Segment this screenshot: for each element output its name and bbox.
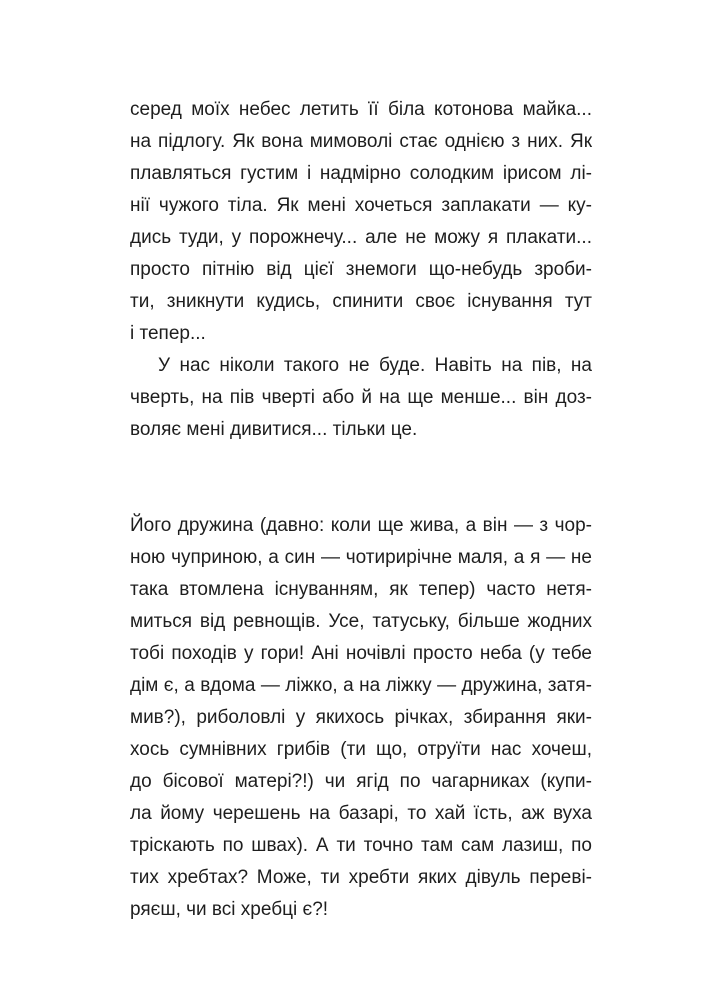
text-line: дись туди, у порожнечу... але не можу я плакати... xyxy=(130,227,592,248)
text-line: У нас ніколи такого не буде. Навіть на пів, на xyxy=(158,355,592,376)
text-line: і тепер... xyxy=(130,323,206,344)
text-line: плавляться густим і надмірно солодким ірисом лі- xyxy=(130,163,592,184)
text-line: тих хребтах? Може, ти хребти яких дівуль переві- xyxy=(130,867,592,888)
text-line: тобі походів у гори! Ані ночівлі просто неба (у тебе xyxy=(130,643,592,664)
text-line: ряєш, чи всі хребці є?! xyxy=(130,899,329,920)
text-line: мив?), риболовлі у якихось річках, збирання яки- xyxy=(130,707,592,728)
text-line: просто пітнію від цієї знемоги що-небудь зроби- xyxy=(130,259,592,280)
text-line: дім є, а вдома — ліжко, а на ліжку — дружина, затя- xyxy=(130,675,592,696)
text-line: на підлогу. Як вона мимоволі стає однією з них. Як xyxy=(130,131,592,152)
text-line: тріскають по швах). А ти точно там сам лазиш, по xyxy=(130,835,592,856)
text-line: ла йому черешень на базарі, то хай їсть, аж вуха xyxy=(130,803,592,824)
text-line: серед моїх небес летить її біла котонова майка... xyxy=(130,99,592,120)
text-line: така втомлена існуванням, як тепер) часто нетя- xyxy=(130,579,592,600)
text-line: ною чуприною, а син — чотирирічне маля, а я — не xyxy=(130,547,592,568)
text-line: чверть, на пів чверті або й на ще менше... він доз- xyxy=(130,387,592,408)
text-line: до бісової матері?!) чи ягід по чагарниках (купи- xyxy=(130,771,592,792)
text-line: хось сумнівних грибів (ти що, отруїти нас хочеш, xyxy=(130,739,592,760)
text-line: ти, зникнути кудись, спинити своє існування тут xyxy=(130,291,592,312)
text-line: Його дружина (давно: коли ще жива, а він — з чор- xyxy=(130,515,592,536)
text-line: нії чужого тіла. Як мені хочеться заплакати — ку- xyxy=(130,195,592,216)
text-line: воляє мені дивитися... тільки це. xyxy=(130,419,418,440)
text-line: миться від ревнощів. Усе, татуську, більше жодних xyxy=(130,611,592,632)
